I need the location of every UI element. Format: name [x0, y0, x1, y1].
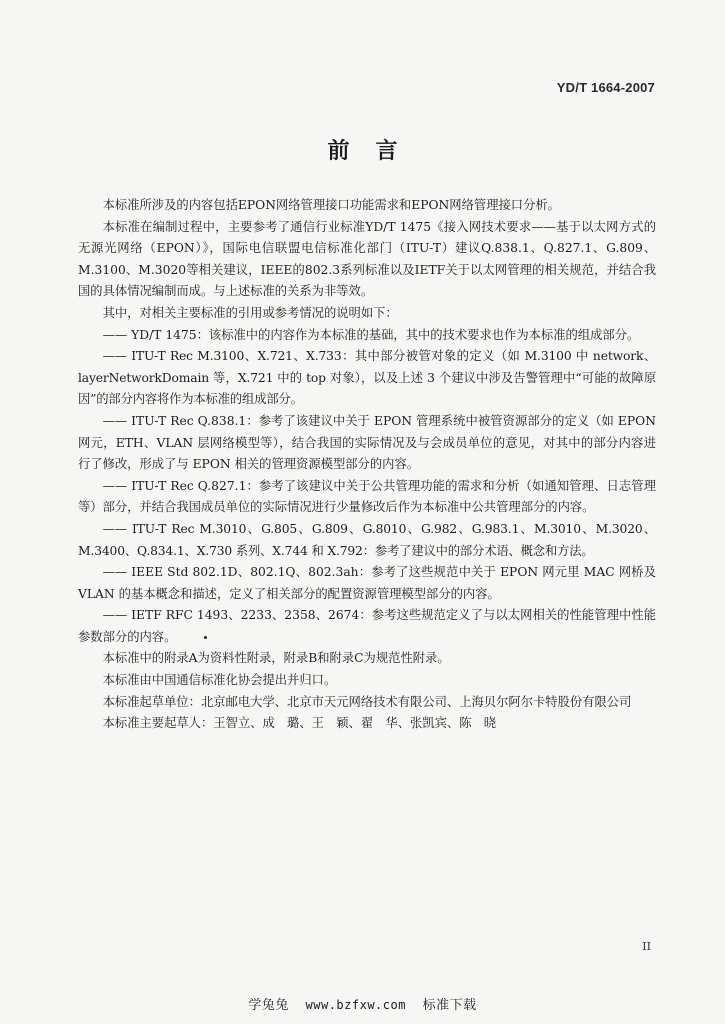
paragraph-ref-m3100: —— ITU-T Rec M.3100、X.721、X.733：其中部分被管对象的定义（如 M.3100 中 network、layerNetworkDomain 等，X.721 中的 top 对象），以及上述 3 个建议中涉及告警管理中“可能的故障原因”的部分内容将作为本标准的组成部分。: [78, 349, 656, 407]
footer-tagline: 标准下载: [422, 998, 477, 1013]
paragraph-drafting-units: 本标准起草单位：北京邮电大学、北京市天元网络技术有限公司、上海贝尔阿尔卡特股份有限公司: [102, 694, 632, 709]
paragraph-ref-ydt1475: —— YD/T 1475：该标准中的内容作为本标准的基础，其中的技术要求也作为本标准的组成部分。: [102, 327, 640, 342]
page-title: 前言: [327, 139, 424, 164]
paragraph-proposer: 本标准由中国通信标准化协会提出并归口。: [102, 673, 337, 688]
paragraph-ref-m3010: —— ITU-T Rec M.3010、G.805、G.809、G.8010、G.982、G.983.1、M.3010、M.3020、M.3400、Q.834.1、X.730 系列、X.744 和 X.792：参考了建议中的部分术语、概念和方法。: [78, 521, 656, 558]
paragraph-ref-q827: —— ITU-T Rec Q.827.1：参考了该建议中关于公共管理功能的需求和分析（如通知管理、日志管理等）部分，并结合我国成员单位的实际情况进行少量修改后作为本标准中公共管理部分的内容。: [78, 478, 656, 515]
watermark-footer: [0, 994, 725, 1013]
preface-body: [78, 195, 656, 735]
paragraph-references-lead: 其中，对相关主要标准的引用或参考情况的说明如下：: [102, 305, 398, 320]
paragraph-ref-ieee: —— IEEE Std 802.1D、802.1Q、802.3ah：参考了这些规范中关于 EPON 网元里 MAC 网桥及 VLAN 的基本概念和描述，定义了相关部分的配置资源管理模型部分的内容。: [78, 565, 656, 601]
paragraph-ref-ietf: [78, 605, 656, 648]
paragraph-drafters: 本标准主要起草人：王智立、成 璐、王 颖、翟 华、张凯宾、陈 晓: [102, 716, 497, 731]
footer-site-name: 学兔兔: [248, 998, 289, 1013]
paragraph-ref-q838: —— ITU-T Rec Q.838.1：参考了该建议中关于 EPON 管理系统中被管资源部分的定义（如 EPON 网元，ETH、VLAN 层网络模型等），结合我国的实际情况及与会成员单位的意见，对其中的部分内容进行了修改，形成了与 EPON 相关的管理资源模型部分的内容。: [78, 413, 656, 472]
paragraph-appendix: 本标准中的附录A为资料性附录，附录B和附录C为规范性附录。: [102, 651, 450, 666]
page-number: II: [642, 940, 651, 953]
footer-url[interactable]: www.bzfxw.com: [305, 998, 406, 1012]
scan-speck: [204, 636, 207, 639]
paragraph-ref-ietf-text: —— IETF RFC 1493、2233、2358、2674：参考这些规范定义了与以太网相关的性能管理中性能参数部分的内容。: [78, 608, 656, 644]
paragraph-scope: 本标准所涉及的内容包括EPON网络管理接口功能需求和EPON网络管理接口分析。: [102, 198, 560, 212]
paragraph-references-intro: 本标准在编制过程中，主要参考了通信行业标准YD/T 1475《接入网技术要求——基于以太网方式的无源光网络（EPON）》，国际电信联盟电信标准化部门（ITU-T）建议Q.838.1、Q.827.1、G.809、M.3100、M.3020等相关建议，IEEE的802.3系列标准以及IETF关于以太网管理的相关规范，并结合我国的具体情况编制而成。与上述标准的关系为非等效。: [78, 219, 656, 299]
standard-number: YD/T 1664-2007: [556, 80, 655, 95]
